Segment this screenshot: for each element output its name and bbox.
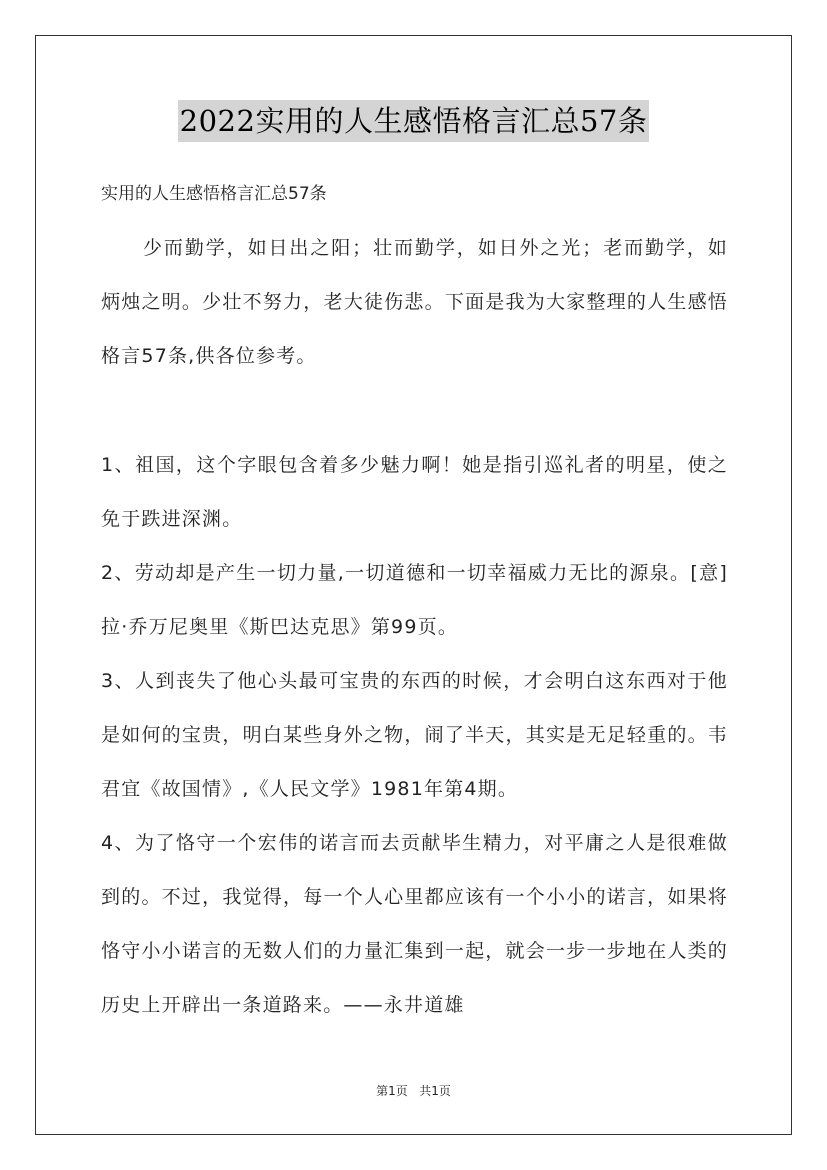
quote-item-4: 4、为了恪守一个宏伟的诺言而去贡献毕生精力，对平庸之人是很难做到的。不过，我觉得，每一个人心里都应该有一个小小的诺言，如果将恪守小小诺言的无数人们的力量汇集到一起，就会一步一步地在人类的历史上开辟出一条道路来。——永井道雄 [101, 832, 728, 1016]
document-subtitle: 实用的人生感悟格言汇总57条 [101, 184, 327, 204]
quote-item-3: 3、人到丧失了他心头最可宝贵的东西的时候，才会明白这东西对于他是如何的宝贵，明白某些身外之物，闹了半天，其实是无足轻重的。韦君宜《故国情》,《人民文学》1981年第4期。 [101, 670, 728, 800]
quote-item-2: 2、劳动却是产生一切力量,一切道德和一切幸福威力无比的源泉。[意]拉·乔万尼奥里《斯巴达克思》第99页。 [101, 562, 728, 638]
page-total: 共1页 [419, 1084, 451, 1098]
document-title: 2022实用的人生感悟格言汇总57条 [178, 100, 650, 142]
intro-paragraph: 少而勤学，如日出之阳；壮而勤学，如日外之光；老而勤学，如炳烛之明。少壮不努力，老大徒伤悲。下面是我为大家整理的人生感悟格言57条,供各位参考。 [101, 237, 728, 367]
quote-item-1: 1、祖国，这个字眼包含着多少魅力啊！她是指引巡礼者的明星，使之免于跌进深渊。 [101, 454, 728, 530]
title-container [0, 100, 827, 142]
page-footer [0, 1083, 827, 1099]
page-number: 第1页 [376, 1084, 408, 1098]
